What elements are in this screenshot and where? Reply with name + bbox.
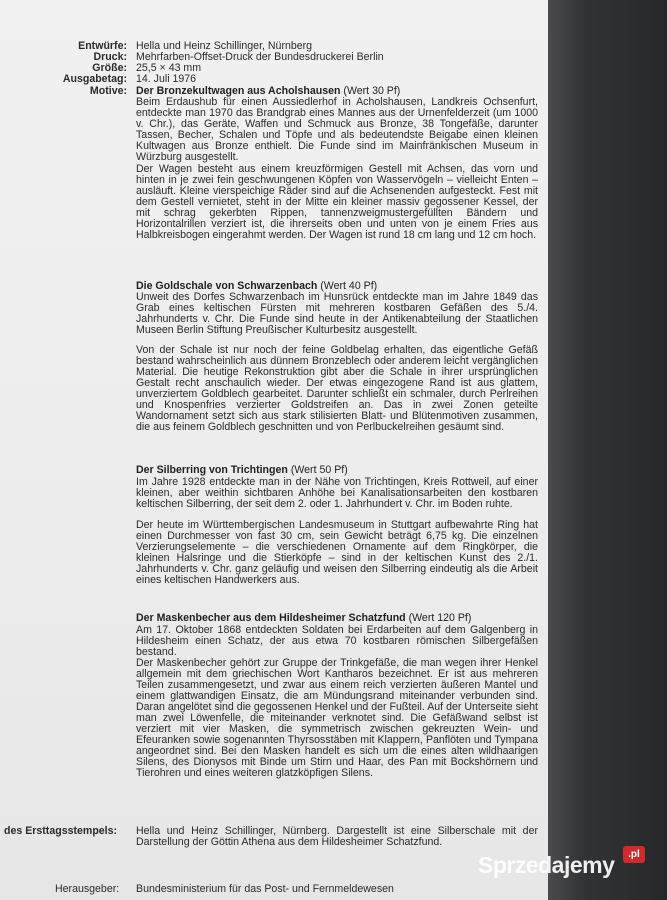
ersttagsstempel-text: Hella und Heinz Schillinger, Nürnberg. Dargestellt ist eine Silberschale mit der Darstellung der Göttin Athena aus dem Hildesheimer Schatzfund. [136,825,538,849]
value-druck: Mehrfarben-Offset-Druck der Bundesdruckerei Berlin [136,51,384,63]
motiv-4-paragraph-2: Der Maskenbecher gehört zur Gruppe der Trinkgefäße, die man wegen ihrer Henkel allgemein mit dem griechischen Wort Kantharos bezeichnet. Er ist aus mehreren Teilen zusammengesetzt, und zwar aus einem reich verzierten äußeren Mantel und einem glattwandigen Einsatz, die am Mündungsrand miteinander verbunden sind. Daran angelötet sind die gegossenen Henkel und der Fußteil. Auf der Unterseite sieht man zwei Löwenfelle, die miteinander verknotet sind. Die Gefäßwand selbst ist verziert mit vier Masken, die symmetrisch zwischen gekreuzten Wein- und Efeuranken sowie sogenannten Thyrsosstäben mit Klappern, Panflöten und Tympana angeordnet sind. Bei den Masken handelt es sich um die eines alten wildhaarigen Silens, des Dionysos mit Binde um Stirn und Haar, des Pan mit Bockshörnern und Tierohren und eines weiteren glatzköpfigen Silens. [136,657,538,780]
label-ausgabetag: Ausgabetag: [62,73,127,85]
label-entwuerfe: Entwürfe: [78,40,127,52]
value-herausgeber: Bundesministerium für das Post- und Fernmeldewesen [136,883,394,895]
motiv-3-paragraph-2: Der heute im Württembergischen Landesmuseum in Stuttgart aufbewahrte Ring hat einen Durchmesser von fast 30 cm, sein Gewicht beträgt 6,75 kg. Die einzelnen Verzierungselemente – die verschiedenen Ornamente auf dem Ringkörper, die kleinen Halsringe und die Stierköpfe – sind in der keltischen Kunst des 2./1. Jahrhunderts v. Chr. ganz geläufig und weisen den Silberring eindeutig als die Arbeit eines keltischen Handwerkers aus. [136,519,538,587]
motiv-4-wert: (Wert 120 Pf) [408,612,472,624]
motiv-1-wert: (Wert 30 Pf) [343,85,401,97]
value-groesse: 25,5 × 43 mm [136,62,202,74]
label-ersttagsstempel: des Ersttagsstempels: [4,825,118,837]
label-druck: Druck: [93,51,127,63]
motiv-2-wert: (Wert 40 Pf) [320,280,378,292]
motiv-1-paragraph-1: Beim Erdaushub für einen Aussiedlerhof in Acholshausen, Landkreis Ochsenfurt, entdeckte man 1970 das Brandgrab eines Mannes aus der Urnenfelderzeit (um 1000 v. Chr.), das Geräte, Waffen und Schmuck aus Bronze, 38 Tongefäße, darunter Tassen, Becher, Schalen und Töpfe und als bedeutendste Beigabe einen kleinen Kultwagen aus Bronze enthielt. Die Funde sind im Mainfränkischen Museum in Würzburg ausgestellt. [136,96,538,164]
motiv-2-title-text: Die Goldschale von Schwarzenbach [136,280,318,292]
motiv-4-title [136,613,471,624]
motiv-1-title-text: Der Bronzekultwagen aus Acholshausen [136,85,341,97]
value-ausgabetag: 14. Juli 1976 [136,73,197,85]
motiv-3-title [136,465,348,476]
watermark-logo: Sprzedajemy [478,852,615,878]
motiv-3-title-text: Der Silberring von Trichtingen [136,464,288,476]
label-herausgeber: Herausgeber: [55,883,120,895]
label-motive: Motive: [89,85,127,97]
motiv-4-title-text: Der Maskenbecher aus dem Hildesheimer Schatzfund [136,612,406,624]
value-entwuerfe: Hella und Heinz Schillinger, Nürnberg [136,40,313,52]
motiv-2-paragraph-2: Von der Schale ist nur noch der feine Goldbelag erhalten, das eigentliche Gefäß bestand wahrscheinlich aus dünnem Bronzeblech oder anderem leicht vergänglichen Material. Die heutige Rekonstruktion gibt aber die Schale in ihrer ursprünglichen Gestalt recht anschaulich wieder. Der etwas eingezogene Rand ist aus glattem, unverziertem Goldblech gearbeitet. Darunter schließt ein schmaler, durch Perlreihen und Knospenfries verzierter Goldstreifen an. Das in zwei Zonen geteilte Wandornament setzt sich aus stark stilisierten Blatt- und Blütenmotiven zusammen, die aus feinem Goldblech geschnitten und von Perlbuckelreihen gesäumt sind. [136,344,538,434]
motiv-2-paragraph-1: Unweit des Dorfes Schwarzenbach im Hunsrück entdeckte man im Jahre 1849 das Grab eines keltischen Fürsten mit mehreren kostbaren Gefäßen des 5./4. Jahrhunderts v. Chr. Die Funde sind heute in der Antikenabteilung der Staatlichen Museen Berlin Stiftung Preußischer Kulturbesitz ausgestellt. [136,291,538,337]
label-groesse: Größe: [92,62,127,74]
background-shadow [548,0,667,900]
motiv-3-paragraph-1: Im Jahre 1928 entdeckte man in der Nähe von Trichtingen, Kreis Rottweil, auf einer kleinen, aber weithin sichtbaren Anhöhe bei Kanalisationsarbeiten den kostbaren keltischen Silberring, der seit dem 2. oder 1. Jahrhundert v. Chr. im Boden ruhte. [136,476,538,511]
motiv-3-wert: (Wert 50 Pf) [290,464,348,476]
motiv-4-paragraph-1: Am 17. Oktober 1868 entdeckten Soldaten bei Erdarbeiten auf dem Galgenberg in Hildesheim einen Schatz, der aus etwa 70 kostbaren römischen Silbergefäßen bestand. [136,624,538,659]
motiv-1-paragraph-2: Der Wagen besteht aus einem kreuzförmigen Gestell mit Achsen, das vorn und hinten in je zwei fein geschwungenen Köpfen von Wasservögeln – vielleicht Enten – ausläuft. Kleine vierspeichige Räder sind auf die Achsenenden aufgesteckt. Fest mit dem Gestell vernietet, steht in der Mitte ein kleiner massiv gegossener Kessel, der mit schrag gekerbten Rippen, tannenzweigmustergefüllten Bändern und Horizontalrillen verziert ist, die ihrerseits oben und unten von je einem Fries aus Halbkreisbogen eingerahmt werden. Der Wagen ist rund 18 cm lang und 12 cm hoch. [136,163,538,242]
watermark-badge: .pl [623,846,645,863]
